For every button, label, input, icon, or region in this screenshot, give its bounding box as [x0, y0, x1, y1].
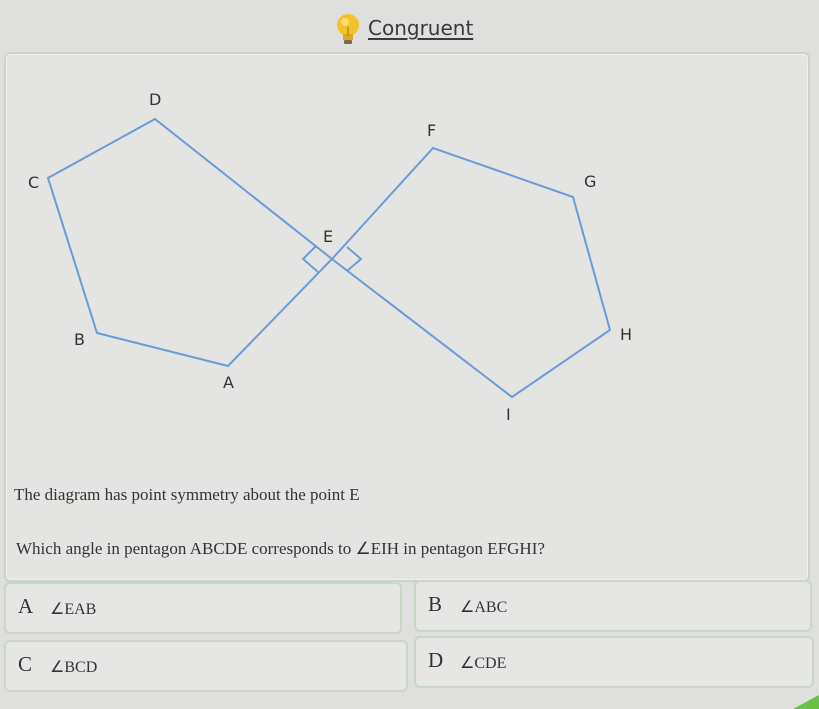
- choice-a-answer: ∠EAB: [50, 601, 97, 618]
- vertex-label-f: F: [427, 121, 437, 140]
- choice-a-button[interactable]: [4, 582, 402, 634]
- vertex-label-d: D: [149, 90, 162, 109]
- choice-d-button[interactable]: [414, 636, 814, 688]
- pentagon-abcde: [48, 119, 332, 366]
- choice-b-answer: ∠ABC: [460, 599, 508, 616]
- choice-c-button[interactable]: [4, 640, 408, 692]
- vertex-label-i: I: [506, 405, 511, 424]
- choice-b-letter: B: [428, 592, 443, 616]
- choice-a-letter: A: [18, 594, 34, 618]
- right-angle-marker-left: [303, 246, 318, 272]
- vertex-label-g: G: [584, 172, 597, 191]
- page-title[interactable]: Congruent: [368, 16, 474, 40]
- choice-c-answer: ∠BCD: [50, 659, 98, 676]
- vertex-label-h: H: [620, 325, 633, 344]
- right-angle-marker-right: [347, 247, 361, 271]
- question-prompt: Which angle in pentagon ABCDE corresponds to ∠EIH in pentagon EFGHI?: [16, 539, 545, 558]
- vertex-label-a: A: [223, 373, 234, 392]
- vertex-label-e: E: [323, 227, 334, 246]
- choice-b-button[interactable]: [414, 580, 812, 632]
- symmetry-statement: The diagram has point symmetry about the point E: [14, 485, 360, 504]
- choice-d-answer: ∠CDE: [460, 655, 507, 672]
- vertex-label-b: B: [74, 330, 85, 349]
- pentagon-efghi: [332, 148, 610, 397]
- next-arrow-icon[interactable]: [783, 695, 819, 709]
- vertex-label-c: C: [28, 173, 40, 192]
- choice-d-letter: D: [428, 648, 444, 672]
- choice-c-letter: C: [18, 652, 33, 676]
